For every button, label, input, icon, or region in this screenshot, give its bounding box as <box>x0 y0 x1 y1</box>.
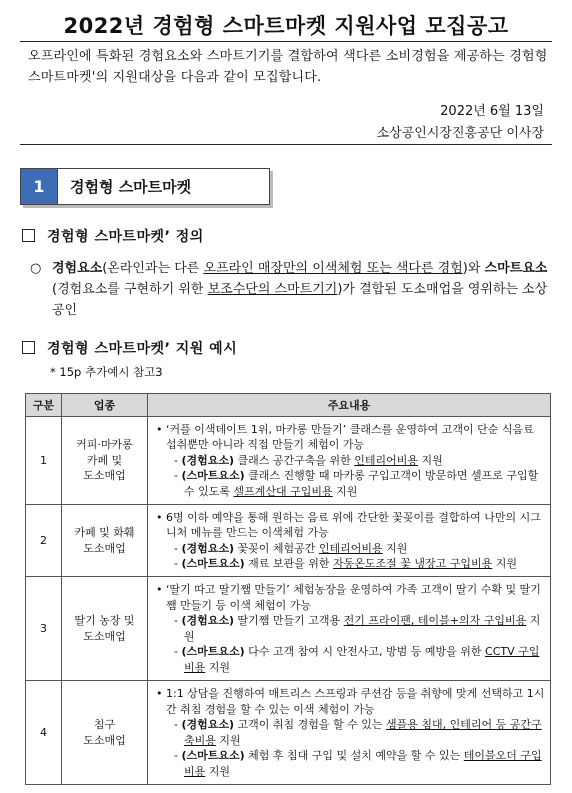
checkbox-square-icon <box>22 229 35 242</box>
row-no: 3 <box>26 577 62 681</box>
definition-item <box>30 258 550 321</box>
row-content <box>148 681 551 785</box>
section-title: 경험형 스마트마켓 <box>57 169 269 204</box>
examples-note: * 15p 추가예시 참고3 <box>50 365 163 379</box>
definition-text: 경험요소(온라인과는 다른 오프라인 매장만의 이색체험 또는 색다른 경험)와 스마트요소(경험요소를 구현하기 위한 보조수단의 스마트기기)가 결합된 도소매업을 영위하는 소상공인 <box>52 261 548 318</box>
table-row <box>26 577 551 681</box>
header-content: 주요내용 <box>148 394 551 417</box>
row-no: 1 <box>26 417 62 505</box>
table-row <box>26 681 551 785</box>
section-header <box>20 168 270 205</box>
table-header-row <box>26 394 551 417</box>
row-content <box>148 417 551 505</box>
sub-bullet: - (스마트요소) 다수 고객 참여 시 안전사고, 방범 등 예방을 위한 CCTV 구입비용 지원 <box>174 645 540 674</box>
main-bullet: • ‘딸기 따고 딸기쨈 만들기’ 체험농장을 운영하여 가족 고객이 딸기 수확 및 딸기쨈 만들기 등 이색 체험이 가능 <box>156 583 541 612</box>
checkbox-square-icon <box>22 341 35 354</box>
table-row <box>26 417 551 505</box>
main-bullet: • 1:1 상담을 진행하여 매트리스 스프링과 쿠션감 등을 취향에 맞게 선택하고 1시간 취침 경험을 할 수 있는 이색 체험이 가능 <box>156 687 545 716</box>
title-divider <box>20 41 552 42</box>
sub-bullet: - (경험요소) 꽃꽂이 체험공간 인테리어비용 지원 <box>174 541 408 555</box>
circle-bullet-icon: ○ <box>30 261 42 276</box>
row-no: 2 <box>26 505 62 577</box>
examples-heading: 경험형 스마트마켓’ 지원 예시 <box>22 338 237 358</box>
intro-paragraph: 오프라인에 특화된 경험요소와 스마트기기를 결합하여 색다른 소비경험을 제공하는 경험형 스마트마켓'의 지원대상을 다음과 같이 모집합니다. <box>28 49 548 85</box>
sub-bullet: - (경험요소) 클래스 공간구축을 위한 인테리어비용 지원 <box>174 453 443 467</box>
announcement-date: 2022년 6월 13일 <box>440 104 544 119</box>
sub-bullet: - (경험요소) 고객이 취침 경험을 할 수 있는 샘플용 침대, 인테리어 등 공간구축비용 지원 <box>174 718 542 747</box>
row-type: 커피·마카롱 카페 및 도소매업 <box>62 417 148 505</box>
issuing-organization: 소상공인시장진흥공단 이사장 <box>376 126 544 141</box>
row-type: 침구 도소매업 <box>62 681 148 785</box>
table-row <box>26 505 551 577</box>
sub-bullet: - (경험요소) 딸기쨈 만들기 고객용 전기 프라이팬, 테이블+의자 구입비용 지원 <box>174 614 541 643</box>
row-content <box>148 577 551 681</box>
section-number-badge: 1 <box>21 169 57 204</box>
sub-bullet: - (스마트요소) 재료 보관을 위한 자동온도조절 꽃 냉장고 구입비용 지원 <box>174 557 518 570</box>
row-content <box>148 505 551 577</box>
row-type: 카페 및 화훼 도소매업 <box>62 505 148 577</box>
page-title: 2022년 경험형 스마트마켓 지원사업 모집공고 <box>63 14 509 38</box>
sub-bullet: - (스마트요소) 체험 후 침대 구입 및 설치 예약을 할 수 있는 테이블오더 구입비용 지원 <box>174 749 542 778</box>
header-no: 구분 <box>26 394 62 417</box>
header-divider <box>20 144 552 145</box>
main-bullet: • ‘커플 이색데이트 1위, 마카롱 만들기’ 클래스를 운영하여 고객이 단순 식음료 섭취뿐만 아니라 직접 만들기 체험이 가능 <box>156 422 534 452</box>
examples-table <box>25 393 551 785</box>
definition-heading: 경험형 스마트마켓’ 정의 <box>22 226 204 246</box>
main-bullet: • 6명 이하 예약을 통해 원하는 음료 위에 간단한 꽃꽂이를 결합하여 나만의 시그니처 메뉴를 만드는 이색체험 가능 <box>156 510 541 539</box>
header-type: 업종 <box>62 394 148 417</box>
sub-bullet: - (스마트요소) 클래스 진행할 때 마카롱 구입고객이 방문하면 셀프로 구입할 수 있도록 셀프계산대 구입비용 지원 <box>174 469 539 498</box>
row-type: 딸기 농장 및 도소매업 <box>62 577 148 681</box>
row-no: 4 <box>26 681 62 785</box>
